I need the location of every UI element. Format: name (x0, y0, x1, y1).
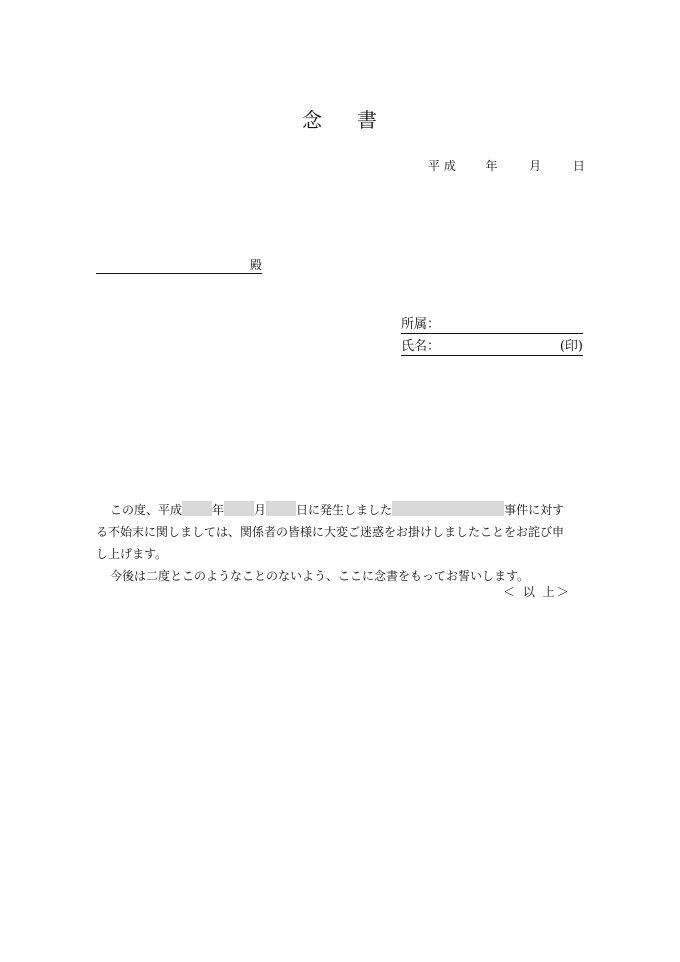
text-segment: 年 (212, 503, 225, 517)
name-field (401, 339, 583, 356)
affiliation-label: 所属： (401, 317, 441, 332)
pledge-body (96, 499, 582, 587)
addressee-suffix: 殿 (249, 258, 262, 272)
document-title (0, 104, 680, 133)
title-char-1: 念 (302, 108, 323, 132)
body-line-1 (96, 499, 582, 521)
affiliation-field (401, 317, 583, 334)
addressee-line (96, 258, 262, 274)
blank-day (266, 501, 296, 516)
end-mark: ＜ 以 上＞ (503, 585, 571, 599)
date-era: 平 成 (428, 159, 456, 173)
body-line-2: る不始末に関しましては、関係者の皆様に大変ご迷惑をお掛けしましたことをお詫び申 (96, 525, 565, 539)
date-month: 月 (529, 159, 542, 173)
title-char-2: 書 (357, 108, 378, 132)
text-segment: 日に発生しました (296, 503, 393, 517)
blank-year (182, 501, 212, 516)
body-line-3: し上げます。 (96, 547, 168, 561)
blank-month (224, 501, 254, 516)
name-label: 氏名： (401, 339, 441, 354)
seal-mark: (印) (559, 339, 583, 354)
text-segment: 月 (254, 503, 267, 517)
text-segment: 事件に対す (504, 503, 565, 517)
date-day: 日 (572, 159, 585, 173)
paragraph-2: 今後は二度とこのようなことのないよう、ここに念書をもってお誓いします。 (110, 569, 530, 583)
date-line (428, 157, 585, 174)
text-segment: この度、平成 (110, 503, 183, 517)
date-year: 年 (485, 159, 498, 173)
blank-incident (392, 501, 504, 516)
